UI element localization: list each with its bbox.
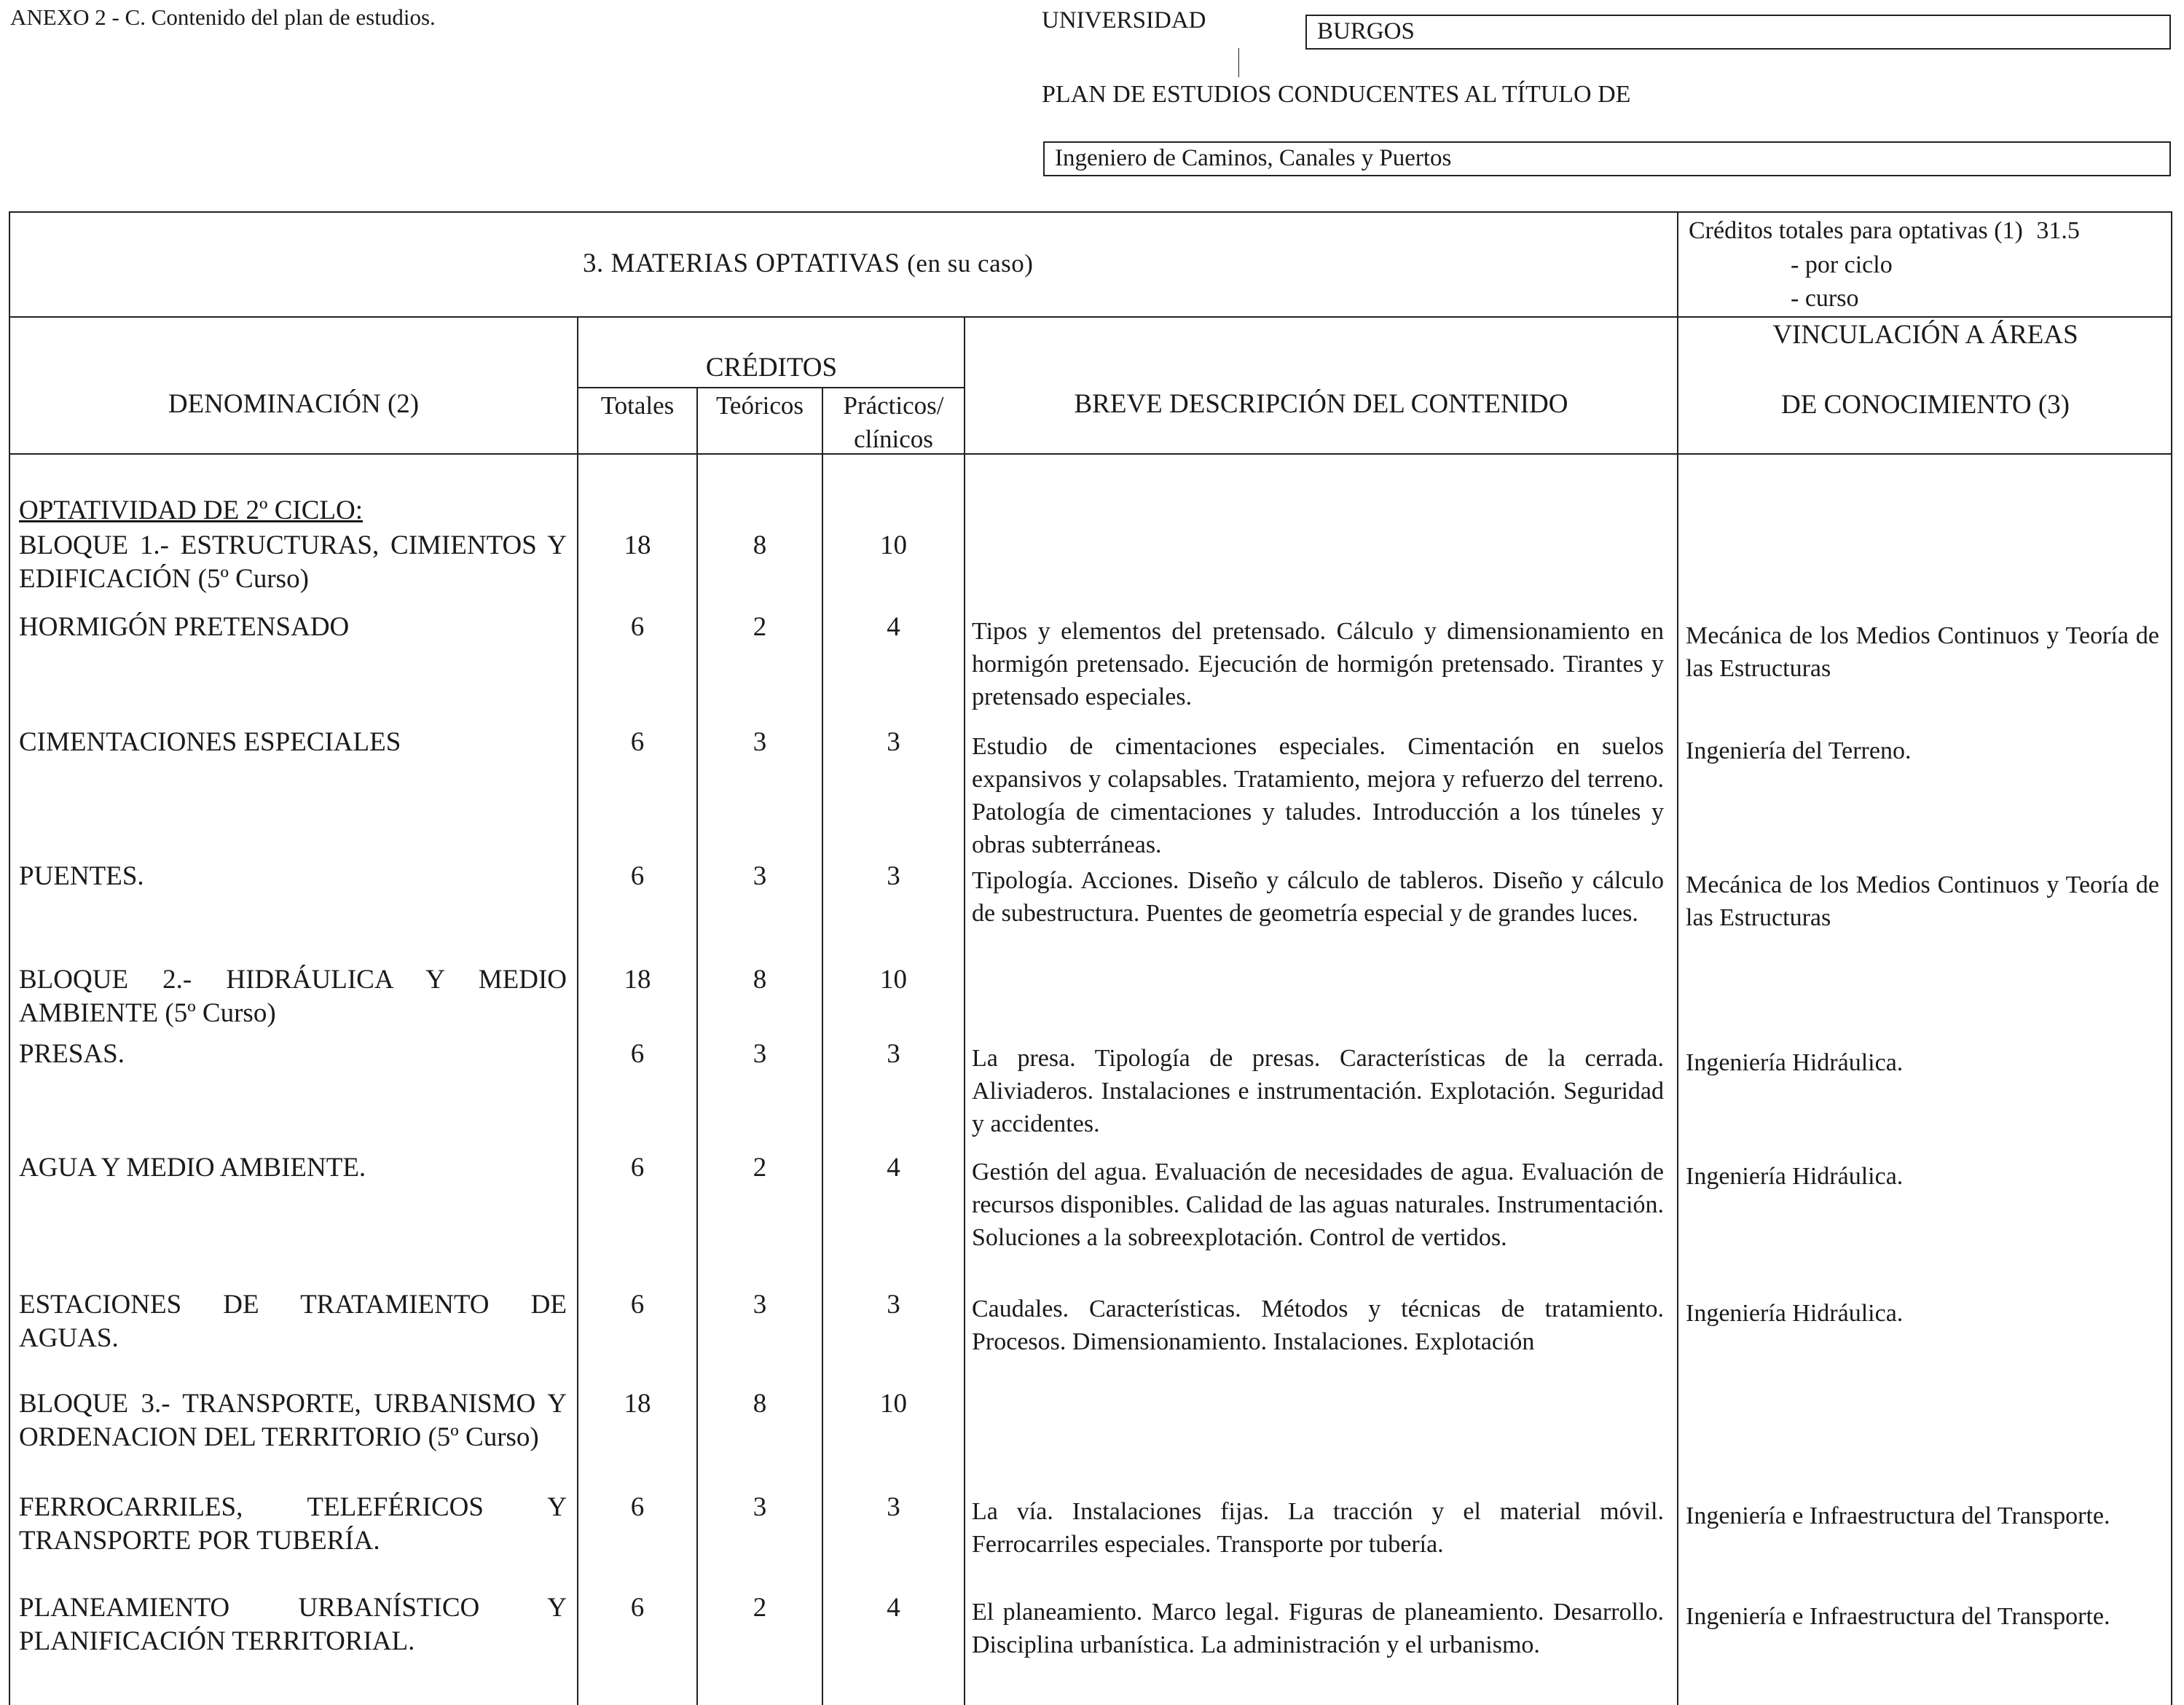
row-teoricos: 2 — [753, 612, 767, 642]
row-totales: 18 — [624, 965, 651, 995]
row-practicos: 3 — [887, 1039, 900, 1069]
col-practicos-line1: Prácticos/ — [843, 391, 944, 420]
per-course: - curso — [1791, 285, 1859, 312]
per-cycle: - por ciclo — [1791, 251, 1893, 278]
row-denominacion: HORMIGÓN PRETENSADO — [19, 612, 350, 642]
row-area: Ingeniería Hidráulica. — [1686, 1300, 1904, 1327]
row-practicos: 10 — [880, 1389, 907, 1419]
row-practicos: 10 — [880, 965, 907, 995]
row-practicos: 4 — [887, 612, 900, 642]
row-area: Mecánica de los Medios Continuos y Teoría de las Estructuras — [1686, 622, 2159, 682]
row-descripcion: Tipos y elementos del pretensado. Cálculo y dimensionamiento en hormigón pretensado. Ejecución de hormigón pretensado. Tirantes y pretensado especiales. — [972, 618, 1664, 710]
row-totales: 6 — [630, 1593, 645, 1623]
annex-title: ANEXO 2 - C. Contenido del plan de estudios. — [10, 4, 436, 30]
col-practicos-line2: clínicos — [854, 425, 933, 453]
row-descripcion: Estudio de cimentaciones especiales. Cimentación en suelos expansivos y colapsables. Tratamiento, mejora y refuerzo del terreno. Patología de cimentaciones y taludes. Introducción a los túneles y obras subterráneas. — [972, 733, 1664, 858]
col-teoricos: Teóricos — [715, 391, 804, 420]
col-vinculacion-line1: VINCULACIÓN A ÁREAS — [1772, 320, 2078, 350]
row-denominacion: FERROCARRILES, TELEFÉRICOS Y TRANSPORTE POR TUBERÍA. — [19, 1492, 567, 1556]
row-teoricos: 3 — [753, 727, 767, 757]
row-denominacion: ESTACIONES DE TRATAMIENTO DE AGUAS. — [19, 1290, 567, 1353]
section-label: OPTATIVIDAD DE 2º CICLO: — [19, 495, 364, 525]
row-area: Ingeniería Hidráulica. — [1686, 1163, 1904, 1190]
row-teoricos: 3 — [753, 861, 767, 891]
row-totales: 6 — [630, 612, 645, 642]
col-totales: Totales — [600, 391, 675, 420]
row-denominacion: PLANEAMIENTO URBANÍSTICO Y PLANIFICACIÓN TERRITORIAL. — [19, 1593, 567, 1656]
row-teoricos: 2 — [753, 1593, 767, 1623]
plan-label: PLAN DE ESTUDIOS CONDUCENTES AL TÍTULO DE — [1042, 81, 1631, 108]
col-denominacion: DENOMINACIÓN (2) — [168, 389, 420, 419]
row-teoricos: 3 — [753, 1492, 767, 1522]
col-descripcion: BREVE DESCRIPCIÓN DEL CONTENIDO — [1074, 389, 1568, 419]
row-area: Ingeniería e Infraestructura del Transporte. — [1686, 1502, 2110, 1529]
row-descripcion: Gestión del agua. Evaluación de necesidades de agua. Evaluación de recursos disponibles. Calidad de las aguas naturales. Instrumentación. Soluciones a la sobreexplotación. Control de vertidos. — [972, 1159, 1664, 1251]
row-practicos: 3 — [887, 861, 900, 891]
table-title: 3. MATERIAS OPTATIVAS (en su caso) — [583, 248, 1034, 278]
row-totales: 6 — [630, 1290, 645, 1320]
row-teoricos: 8 — [753, 530, 767, 560]
row-totales: 18 — [624, 530, 651, 560]
row-totales: 6 — [630, 1039, 645, 1069]
row-descripcion: La vía. Instalaciones fijas. La tracción y el material móvil. Ferrocarriles especiales. Transporte por tubería. — [972, 1498, 1664, 1558]
row-practicos: 3 — [887, 727, 900, 757]
row-totales: 6 — [630, 1153, 645, 1183]
row-practicos: 3 — [887, 1492, 900, 1522]
row-denominacion: PRESAS. — [19, 1039, 125, 1069]
row-descripcion: La presa. Tipología de presas. Características de la cerrada. Aliviaderos. Instalaciones e instrumentación. Explotación. Seguridad y accidentes. — [972, 1045, 1664, 1137]
row-totales: 6 — [630, 727, 645, 757]
credits-total-label: Créditos totales para optativas (1) — [1689, 217, 2023, 244]
row-teoricos: 8 — [753, 1389, 767, 1419]
col-vinculacion — [1678, 318, 2172, 423]
row-practicos: 4 — [887, 1153, 900, 1183]
university-field — [1305, 15, 2171, 50]
row-teoricos: 2 — [753, 1153, 767, 1183]
col-vinculacion-line2: DE CONOCIMIENTO (3) — [1781, 390, 2070, 420]
row-practicos: 3 — [887, 1290, 900, 1320]
row-descripcion: El planeamiento. Marco legal. Figuras de planeamiento. Desarrollo. Disciplina urbanística. La administración y el urbanismo. — [972, 1599, 1664, 1658]
credits-total-value: 31.5 — [2036, 217, 2080, 244]
row-teoricos: 3 — [753, 1039, 767, 1069]
col-practicos — [823, 389, 964, 456]
row-denominacion: BLOQUE 3.- TRANSPORTE, URBANISMO Y ORDENACION DEL TERRITORIO (5º Curso) — [19, 1389, 567, 1452]
col-creditos: CRÉDITOS — [705, 353, 838, 383]
row-totales: 6 — [630, 861, 645, 891]
row-denominacion: AGUA Y MEDIO AMBIENTE. — [19, 1153, 366, 1183]
row-practicos: 4 — [887, 1593, 900, 1623]
row-denominacion: BLOQUE 1.- ESTRUCTURAS, CIMIENTOS Y EDIFICACIÓN (5º Curso) — [19, 530, 567, 594]
row-area: Mecánica de los Medios Continuos y Teoría de las Estructuras — [1686, 871, 2159, 931]
row-teoricos: 8 — [753, 965, 767, 995]
degree-field — [1043, 141, 2171, 176]
row-denominacion: CIMENTACIONES ESPECIALES — [19, 727, 401, 757]
optativas-table — [9, 211, 2172, 1705]
row-area: Ingeniería e Infraestructura del Transporte. — [1686, 1603, 2110, 1630]
row-teoricos: 3 — [753, 1290, 767, 1320]
row-denominacion: PUENTES. — [19, 861, 144, 891]
credits-total — [1689, 214, 2169, 315]
row-area: Ingeniería del Terreno. — [1686, 737, 1912, 764]
row-descripcion: Caudales. Características. Métodos y técnicas de tratamiento. Procesos. Dimensionamiento. Instalaciones. Explotación — [972, 1296, 1664, 1355]
row-descripcion: Tipología. Acciones. Diseño y cálculo de tableros. Diseño y cálculo de subestructura. Puentes de geometría especial y de grandes luces. — [972, 867, 1664, 927]
row-area: Ingeniería Hidráulica. — [1686, 1049, 1904, 1076]
university-label: UNIVERSIDAD — [1042, 7, 1206, 34]
university-value: BURGOS — [1317, 18, 1415, 44]
header-tick — [1238, 48, 1239, 77]
row-totales: 18 — [624, 1389, 651, 1419]
row-practicos: 10 — [880, 530, 907, 560]
degree-value: Ingeniero de Caminos, Canales y Puertos — [1055, 145, 1452, 171]
row-denominacion: BLOQUE 2.- HIDRÁULICA Y MEDIO AMBIENTE (5º Curso) — [19, 965, 567, 1028]
row-totales: 6 — [630, 1492, 645, 1522]
